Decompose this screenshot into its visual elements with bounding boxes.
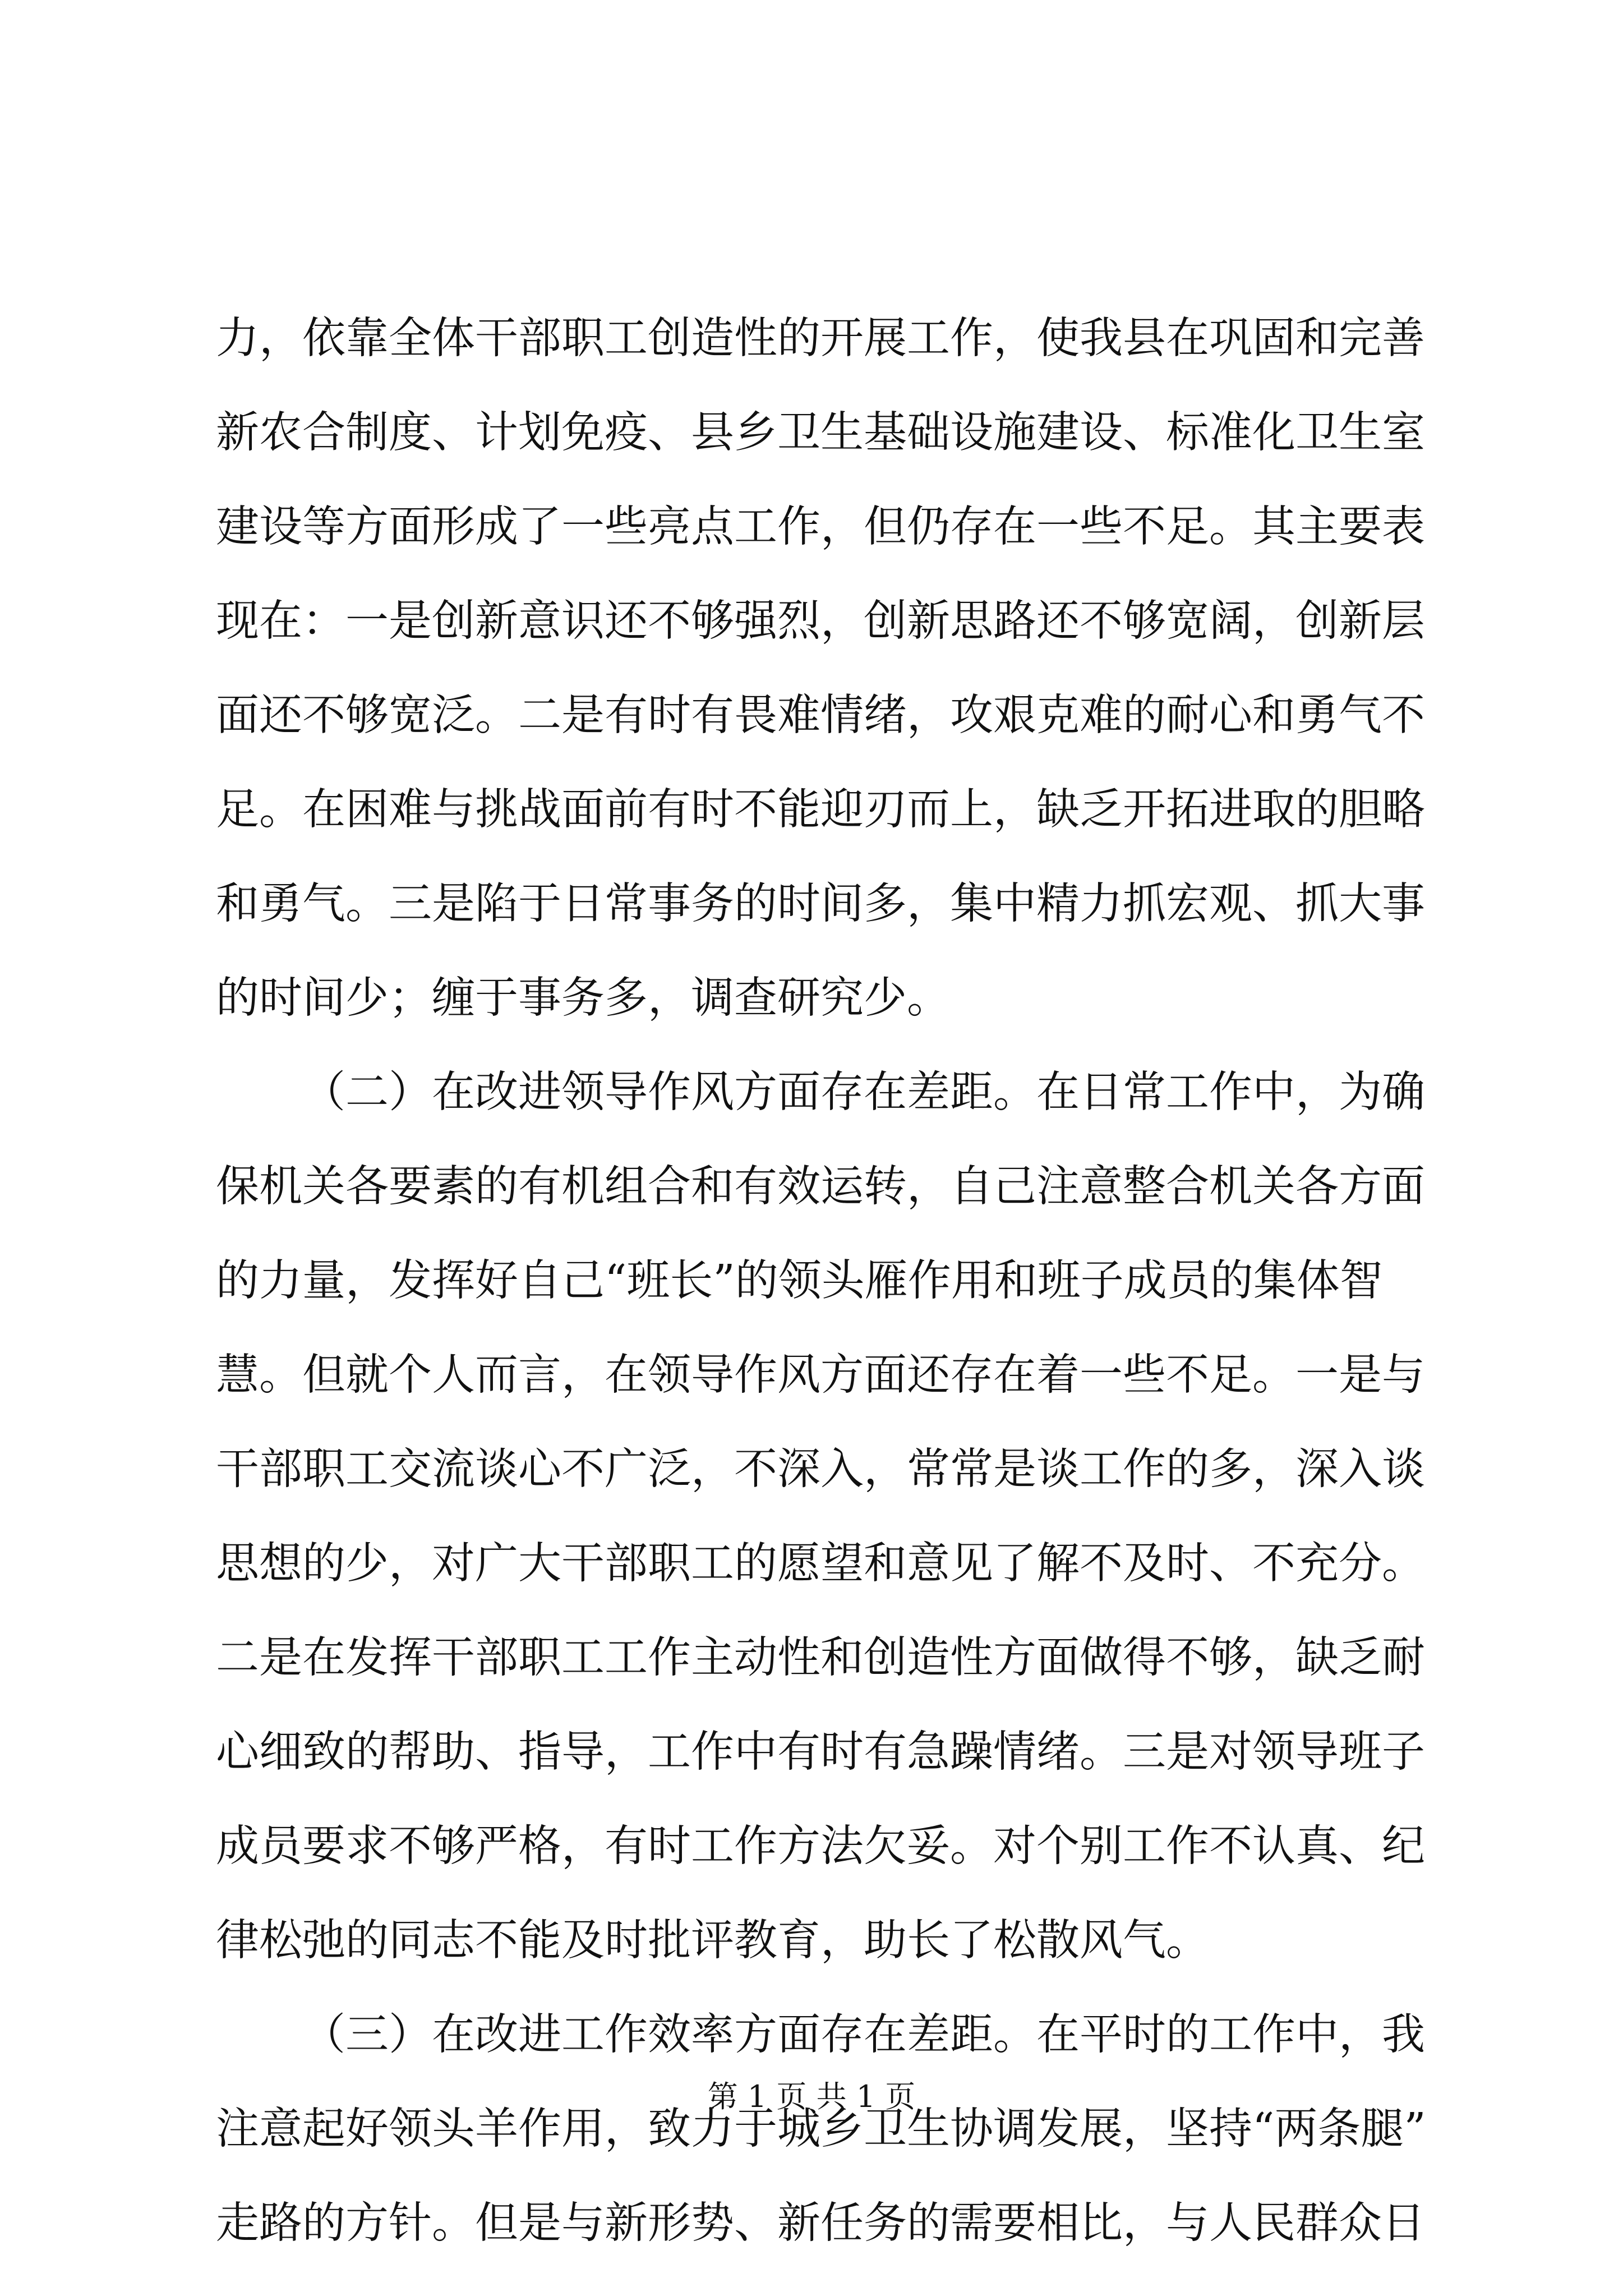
text-line: 成员要求不够严格，有时工作方法欠妥。对个别工作不认真、纪 [216,1821,1425,1871]
text-line: 思想的少，对广大干部职工的愿望和意见了解不及时、不充分。 [216,1539,1425,1589]
text-line: 心细致的帮助、指导，工作中有时有急躁情绪。三是对领导班子 [216,1727,1425,1777]
text-line: 足。在困难与挑战面前有时不能迎刃而上，缺乏开拓进取的胆略 [216,785,1425,835]
text-line: 新农合制度、计划免疫、县乡卫生基础设施建设、标准化卫生室 [216,408,1425,458]
paragraph-heading-line: （三）在改进工作效率方面存在差距。在平时的工作中，我 [302,2010,1425,2060]
document-body [216,292,1427,2271]
page-number-label: 第 1 页 共 1 页 [707,2079,916,2114]
text-line: 的力量，发挥好自己“班长”的领头雁作用和班子成员的集体智 [216,1256,1383,1306]
page-footer [0,2077,1623,2116]
text-line: 走路的方针。但是与新形势、新任务的需要相比，与人民群众日 [216,2198,1425,2248]
text-line: 干部职工交流谈心不广泛，不深入，常常是谈工作的多，深入谈 [216,1444,1425,1494]
text-line: 注意起好领头羊作用，致力于城乡卫生协调发展，坚持“两条腿” [216,2104,1426,2154]
text-line: 二是在发挥干部职工工作主动性和创造性方面做得不够，缺乏耐 [216,1633,1425,1683]
text-line: 力，依靠全体干部职工创造性的开展工作，使我县在巩固和完善 [216,314,1425,364]
text-line: 慧。但就个人而言，在领导作风方面还存在着一些不足。一是与 [216,1350,1425,1400]
text-line: 律松弛的同志不能及时批评教育，助长了松散风气。 [216,1916,1209,1966]
text-line: 和勇气。三是陷于日常事务的时间多，集中精力抓宏观、抓大事 [216,879,1425,929]
paragraph-heading-line: （二）在改进领导作风方面存在差距。在日常工作中，为确 [302,1068,1425,1117]
text-line: 建设等方面形成了一些亮点工作，但仍存在一些不足。其主要表 [216,502,1425,552]
text-line: 现在：一是创新意识还不够强烈，创新思路还不够宽阔，创新层 [216,596,1425,646]
text-line: 保机关各要素的有机组合和有效运转，自己注意整合机关各方面 [216,1162,1425,1212]
text-line: 面还不够宽泛。二是有时有畏难情绪，攻艰克难的耐心和勇气不 [216,691,1425,740]
text-line: 的时间少；缠于事务多，调查研究少。 [216,973,950,1023]
